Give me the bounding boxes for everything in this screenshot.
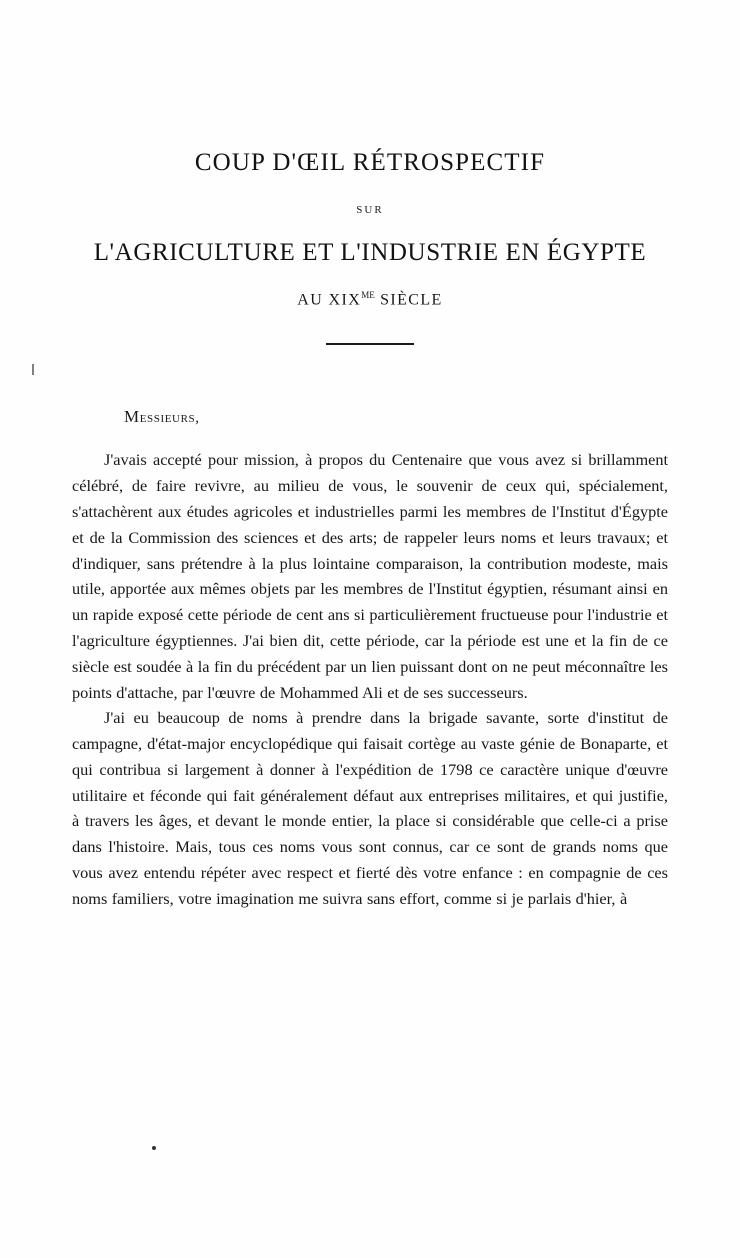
title-connector: SUR <box>356 204 384 216</box>
horizontal-divider <box>326 343 414 345</box>
body-paragraph: J'ai eu beaucoup de noms à prendre dans la brigade savante, sorte d'institut de campagne, d'état-major encyclopédique qui faisait cortège au vaste génie de Bonaparte, et qui contribua si largement à donner à l'expédition de 1798 ce caractère unique d'œuvre utilitaire et féconde qui fait généralement défaut aux entreprises militaires, et qui justifie, à travers les âges, et devant le monde entier, la place si considérable que celle-ci a prise dans l'histoire. Mais, tous ces noms vous sont connus, car ce sont de grands noms que vous avez entendu répéter avec respect et fierté dès votre enfance : en compagnie de ces noms familiers, votre imagination me suivra sans effort, comme si je parlais d'hier, à <box>72 708 668 908</box>
page-subtitle: L'AGRICULTURE ET L'INDUSTRIE EN ÉGYPTE <box>93 239 647 266</box>
century-word: SIÈCLE <box>374 291 443 309</box>
page-content <box>72 148 668 912</box>
body-paragraph: J'avais accepté pour mission, à propos du Centenaire que vous avez si brillamment célébré, de faire revivre, au milieu de vous, le souvenir de ceux qui, spécialement, s'attachèrent aux études agricoles et industrielles parmi les membres de l'Institut d'Égypte et de la Commission des sciences et des arts; de rappeler leurs noms et leurs travaux; et d'indiquer, sans prétendre à la plus lointaine comparaison, la contribution modeste, mais utile, apportée aux mêmes objets par les membres de l'Institut égyptien, résumant ainsi en un rapide exposé cette période de cent ans si particulièrement fructueuse pour l'industrie et l'agriculture égyptiennes. J'ai bien dit, cette période, car la période est une et la fin de ce siècle est soudée à la fin du précédent par un lien puissant dont on ne peut méconnaître les points d'attache, par l'œuvre de Mohammed Ali et de ses successeurs. <box>72 450 668 702</box>
margin-tick-mark <box>32 364 34 375</box>
century-ordinal-suffix: ME <box>361 290 375 300</box>
salutation-initial: M <box>124 407 140 427</box>
salutation-text: essieurs, <box>139 410 200 427</box>
footer-mark <box>152 1146 156 1150</box>
salutation <box>124 407 668 427</box>
page-title: COUP D'ŒIL RÉTROSPECTIF <box>194 149 546 176</box>
page-subtitle-century <box>72 290 668 309</box>
century-prefix: AU XIX <box>297 291 362 309</box>
